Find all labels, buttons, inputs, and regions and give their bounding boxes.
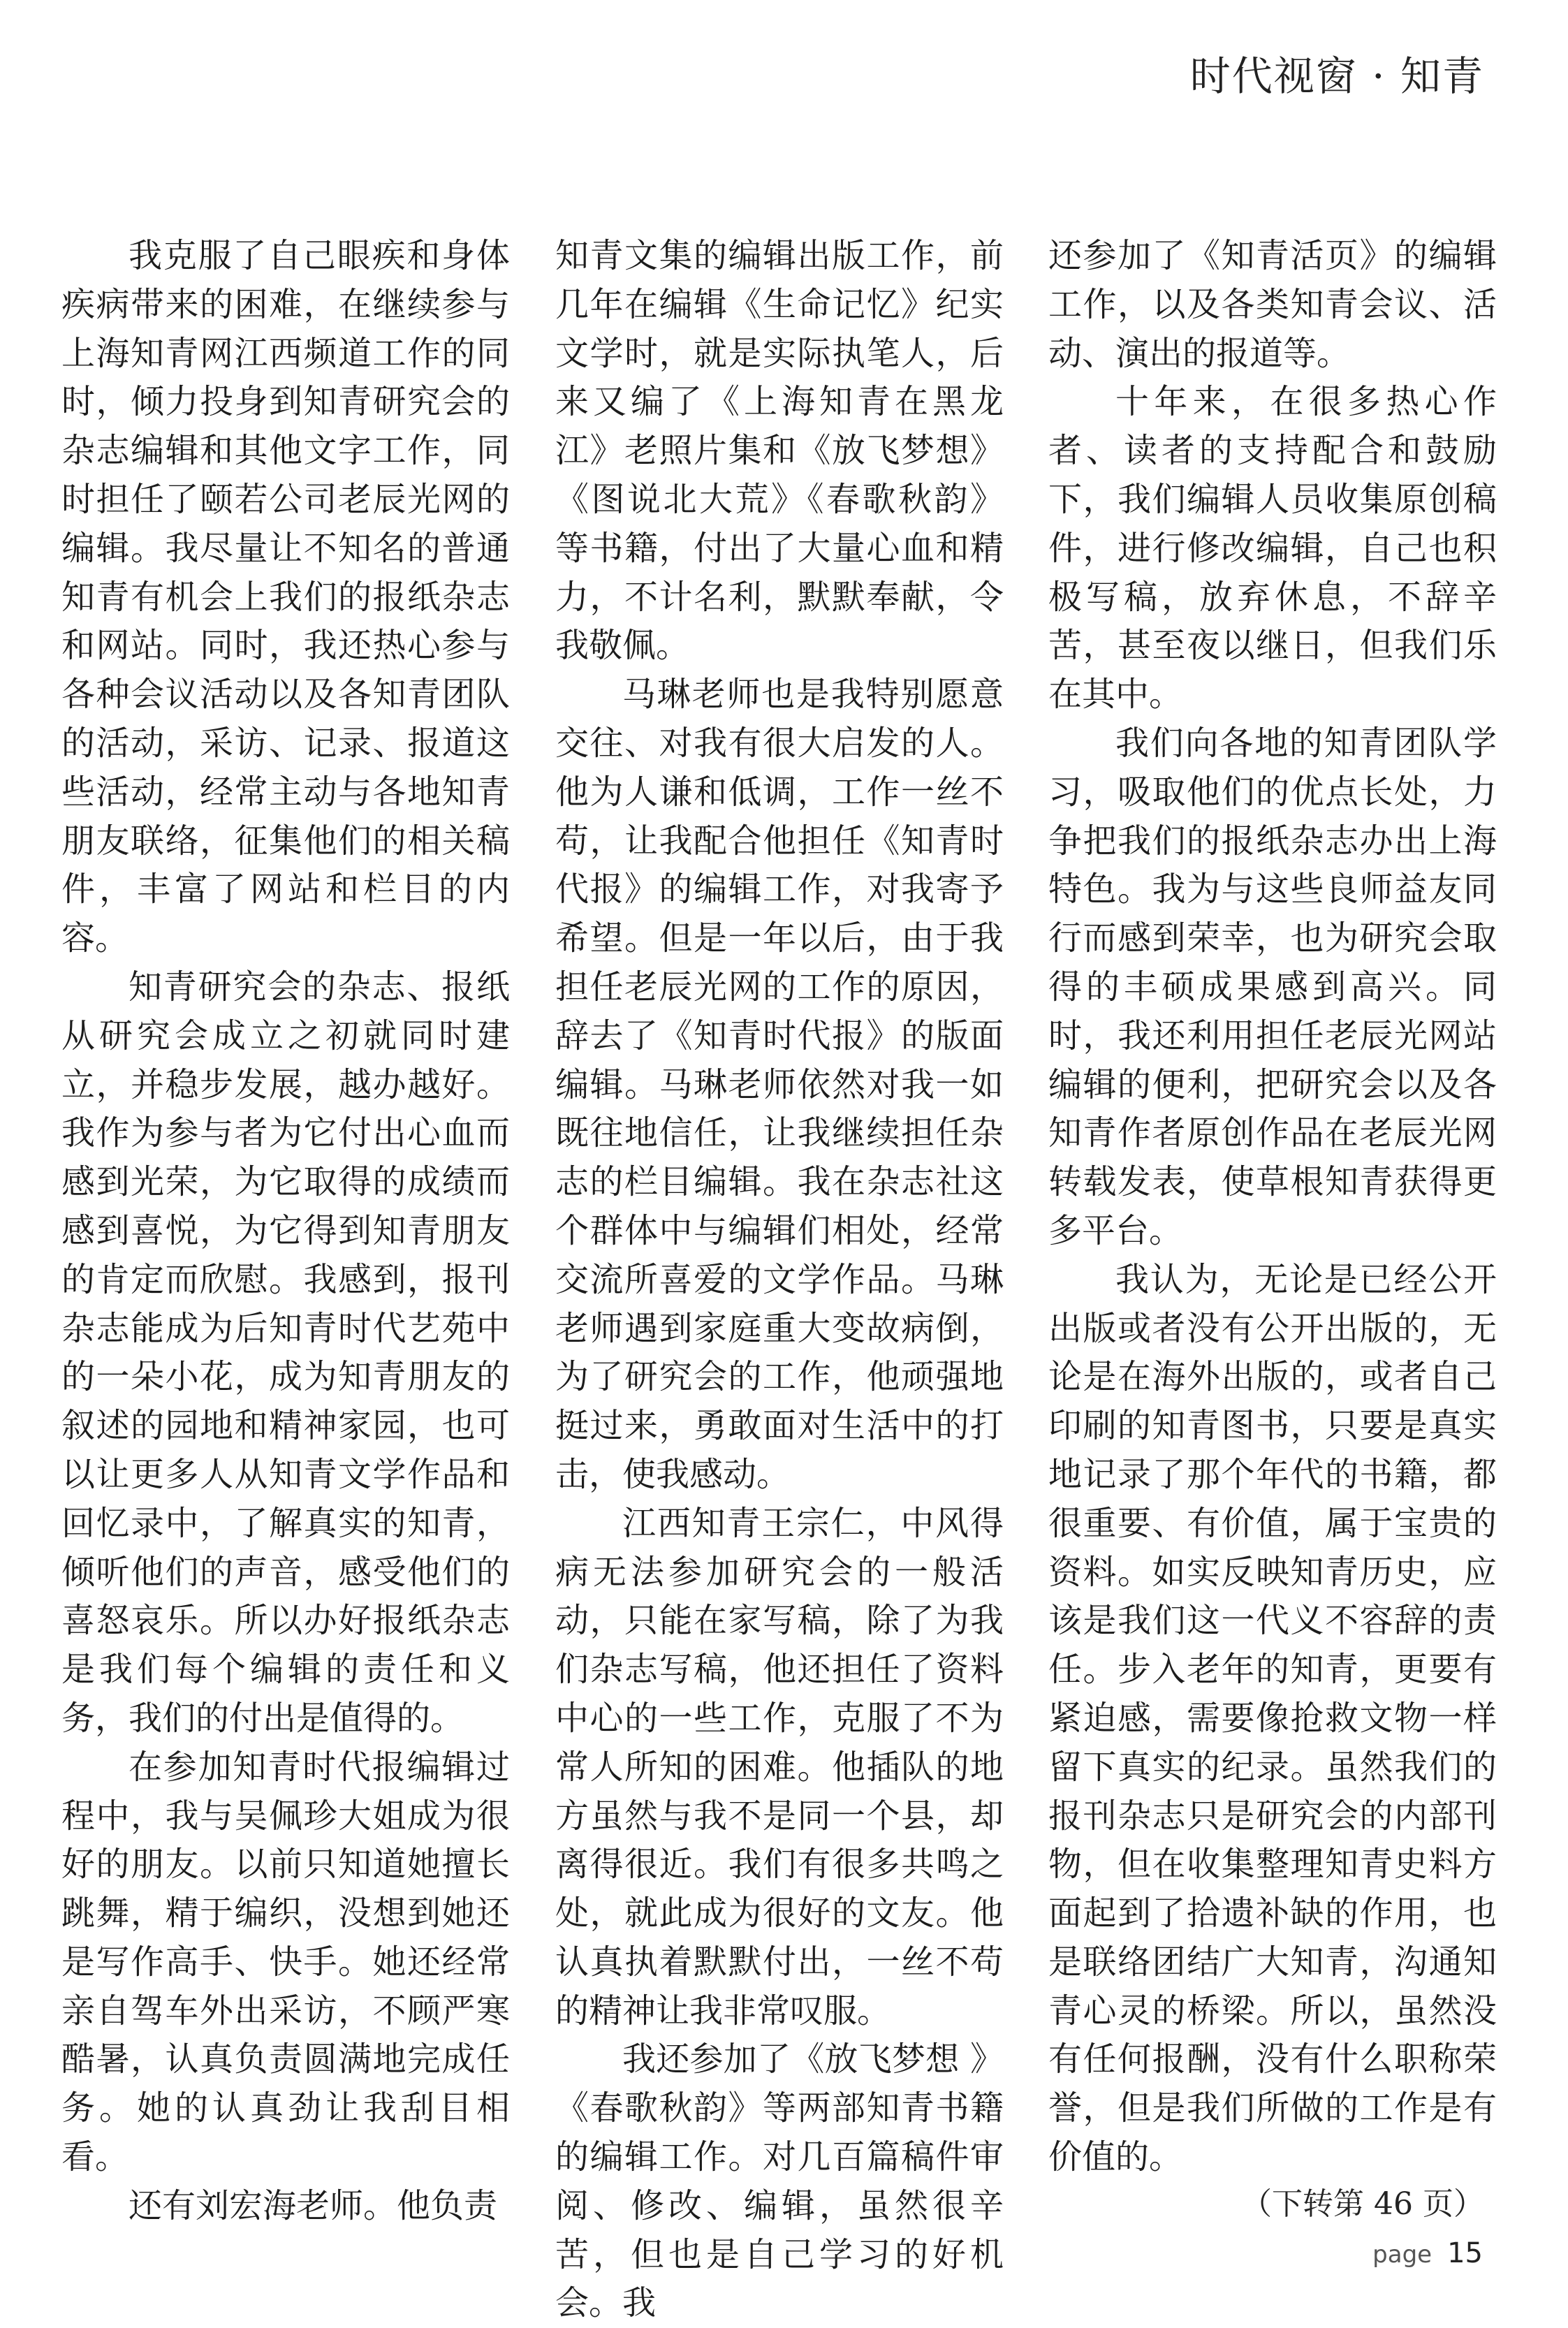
- paragraph: 我认为，无论是已经公开出版或者没有公开出版的，无论是在海外出版的，或者自己印刷的知青图书，只要是真实地记录了那个年代的书籍，都很重要、有价值，属于宝贵的资料。如实反映知青历史，应该是我们这一代义不容辞的责任。步入老年的知青，更要有紧迫感，需要像抢救文物一样留下真实的纪录。虽然我们的报刊杂志只是研究会的内部刊物，但在收集整理知青史料方面起到了拾遗补缺的作用，也是联络团结广大知青，沟通知青心灵的桥梁。所以，虽然没有任何报酬，没有什么职称荣誉，但是我们所做的工作是有价值的。: [1048, 1259, 1497, 2177]
- paragraph: 在参加知青时代报编辑过程中，我与吴佩珍大姐成为很好的朋友。以前只知道她擅长跳舞，精于编织，没想到她还是写作高手、快手。她还经常亲自驾车外出采访，不顾严寒酷暑，认真负责圆满地完成任务。她的认真劲让我刮目相看。: [61, 1747, 510, 2177]
- paragraph: 还有刘宏海老师。他负责: [129, 2186, 498, 2225]
- paragraph: 我克服了自己眼疾和身体疾病带来的困难，在继续参与上海知青网江西频道工作的同时，倾力投身到知青研究会的杂志编辑和其他文字工作，同时担任了颐若公司老辰光网的编辑。我尽量让不知名的普通知青有机会上我们的报纸杂志和网站。同时，我还热心参与各种会议活动以及各知青团队的活动，采访、记录、报道这些活动，经常主动与各地知青朋友联络，征集他们的相关稿件，丰富了网站和栏目的内容。: [61, 236, 510, 958]
- paragraph: 我们向各地的知青团队学习，吸取他们的优点长处，力争把我们的报纸杂志办出上海特色。我为与这些良师益友同行而感到荣幸，也为研究会取得的丰硕成果感到高兴。同时，我还利用担任老辰光网站编辑的便利，把研究会以及各知青作者原创作品在老辰光网转载发表，使草根知青获得更多平台。: [1048, 723, 1497, 1250]
- text-column-2: [555, 232, 1004, 2328]
- page-label: page: [1372, 2241, 1433, 2269]
- paragraph-continued: 还参加了《知青活页》的编辑工作，以及各类知青会议、活动、演出的报道等。: [1048, 236, 1497, 373]
- paragraph: 江西知青王宗仁，中风得病无法参加研究会的一般活动，只能在家写稿，除了为我们杂志写稿，他还担任了资料中心的一些工作，克服了不为常人所知的困难。他插队的地方虽然与我不是同一个县，却离得很近。我们有很多共鸣之处，就此成为很好的文友。他认真执着默默付出，一丝不苟的精神让我非常叹服。: [555, 1503, 1004, 2030]
- paragraph: 我还参加了《放飞梦想 》《春歌秋韵》等两部知青书籍的编辑工作。对几百篇稿件审阅、修改、编辑，虽然很辛苦，但也是自己学习的好机会。我: [555, 2040, 1004, 2323]
- section-header: 时代视窗 · 知青: [1189, 52, 1484, 100]
- page-number: 15: [1447, 2237, 1483, 2269]
- text-column-3: [1048, 232, 1497, 2182]
- paragraph: 知青研究会的杂志、报纸从研究会成立之初就同时建立，并稳步发展，越办越好。我作为参与者为它付出心血而感到光荣，为它取得的成绩而感到喜悦，为它得到知青朋友的肯定而欣慰。我感到，报刊杂志能成为后知青时代艺苑中的一朵小花，成为知青朋友的叙述的园地和精神家园，也可以让更多人从知青文学作品和回忆录中，了解真实的知青，倾听他们的声音，感受他们的喜怒哀乐。所以办好报纸杂志是我们每个编辑的责任和义务，我们的付出是值得的。: [61, 967, 510, 1738]
- page-footer: [1372, 2237, 1483, 2269]
- paragraph: 马琳老师也是我特别愿意交往、对我有很大启发的人。他为人谦和低调，工作一丝不苟，让我配合他担任《知青时代报》的编辑工作，对我寄予希望。但是一年以后，由于我担任老辰光网的工作的原因，辞去了《知青时代报》的版面编辑。马琳老师依然对我一如既往地信任，让我继续担任杂志的栏目编辑。我在杂志社这个群体中与编辑们相处，经常交流所喜爱的文学作品。马琳老师遇到家庭重大变故病倒，为了研究会的工作，他顽强地挺过来，勇敢面对生活中的打击，使我感动。: [555, 675, 1004, 1494]
- paragraph-continued: 知青文集的编辑出版工作，前几年在编辑《生命记忆》纪实文学时，就是实际执笔人，后来又编了《上海知青在黑龙江》老照片集和《放飞梦想》《图说北大荒》《春歌秋韵》等书籍，付出了大量心血和精力，不计名利，默默奉献，令我敬佩。: [555, 236, 1004, 666]
- text-column-1: [61, 232, 510, 2231]
- continued-note: （下转第 46 页）: [1241, 2186, 1484, 2222]
- paragraph: 十年来，在很多热心作者、读者的支持配合和鼓励下，我们编辑人员收集原创稿件，进行修改编辑，自己也积极写稿，放弃休息，不辞辛苦，甚至夜以继日，但我们乐在其中。: [1048, 382, 1497, 715]
